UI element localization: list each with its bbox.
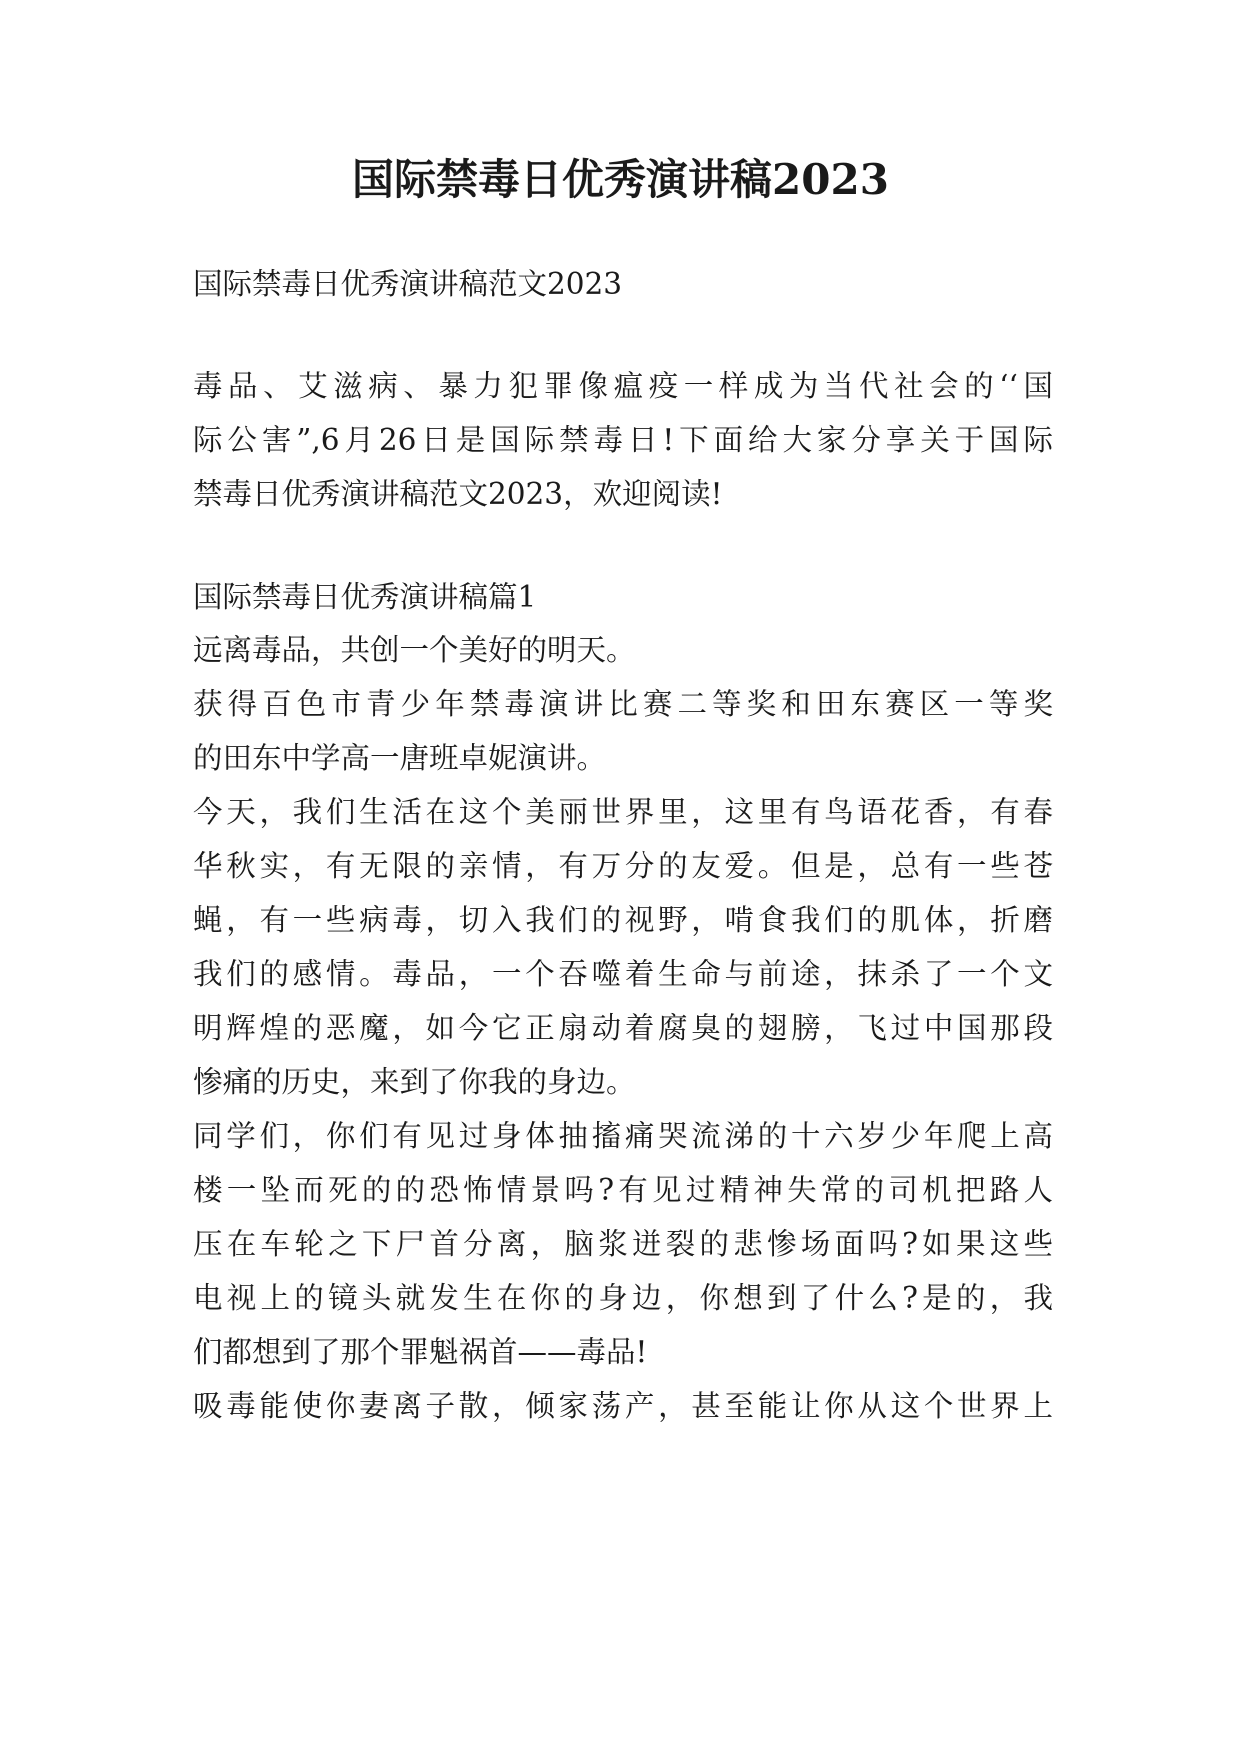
body-line: 楼一坠而死的的恐怖情景吗?有见过精神失常的司机把路人 xyxy=(193,1173,1053,1207)
body-line: 蝇，有一些病毒，切入我们的视野，啃食我们的肌体，折磨 xyxy=(193,903,1053,937)
section-heading: 国际禁毒日优秀演讲稿篇1 xyxy=(193,580,537,614)
body-line: 获得百色市青少年禁毒演讲比赛二等奖和田东赛区一等奖 xyxy=(193,687,1053,721)
body-line: 电视上的镜头就发生在你的身边，你想到了什么?是的，我 xyxy=(193,1281,1053,1315)
body-line: 压在车轮之下尸首分离，脑浆迸裂的悲惨场面吗?如果这些 xyxy=(193,1227,1053,1261)
body-line: 同学们，你们有见过身体抽搐痛哭流涕的十六岁少年爬上高 xyxy=(193,1119,1053,1153)
body-line: 明辉煌的恶魔，如今它正扇动着腐臭的翅膀，飞过中国那段 xyxy=(193,1011,1053,1045)
body-line: 华秋实，有无限的亲情，有万分的友爱。但是，总有一些苍 xyxy=(193,849,1053,883)
body-line: 吸毒能使你妻离子散，倾家荡产，甚至能让你从这个世界上 xyxy=(193,1389,1053,1423)
body-line: 远离毒品，共创一个美好的明天。 xyxy=(193,633,636,667)
body-line: 们都想到了那个罪魁祸首——毒品! xyxy=(193,1335,648,1369)
body-line: 我们的感情。毒品，一个吞噬着生命与前途，抹杀了一个文 xyxy=(193,957,1053,991)
document-subtitle: 国际禁毒日优秀演讲稿范文2023 xyxy=(193,267,623,301)
body-line: 的田东中学高一唐班卓妮演讲。 xyxy=(193,741,607,775)
intro-line: 毒品、艾滋病、暴力犯罪像瘟疫一样成为当代社会的‘‘国 xyxy=(193,369,1053,403)
intro-line: 禁毒日优秀演讲稿范文2023，欢迎阅读! xyxy=(193,477,723,511)
body-line: 今天，我们生活在这个美丽世界里，这里有鸟语花香，有春 xyxy=(193,795,1053,829)
document-title: 国际禁毒日优秀演讲稿2023 xyxy=(352,155,889,204)
body-line: 惨痛的历史，来到了你我的身边。 xyxy=(193,1065,636,1099)
intro-line: 际公害”,6月26日是国际禁毒日!下面给大家分享关于国际 xyxy=(193,423,1053,457)
